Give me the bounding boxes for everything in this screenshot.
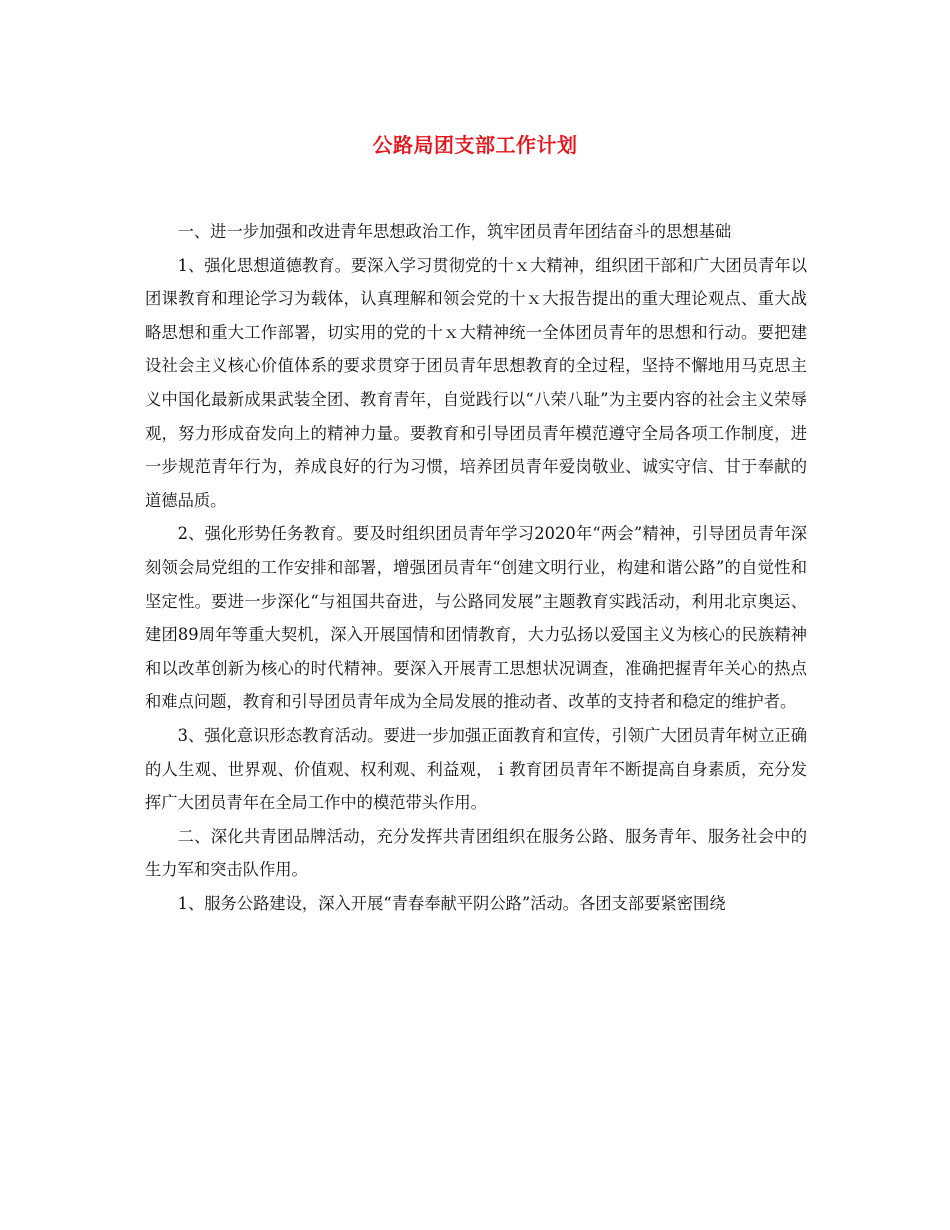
paragraph-1-1: 1、强化思想道德教育。要深入学习贯彻党的十ｘ大精神，组织团干部和广大团员青年以团课教育和理论学习为载体，认真理解和领会党的十ｘ大报告提出的重大理论观点、重大战略思想和重大工作部署，切实用的党的十ｘ大精神统一全体团员青年的思想和行动。要把建设社会主义核心价值体系的要求贯穿于团员青年思想教育的全过程，坚持不懈地用马克思主义中国化最新成果武装全团、教育青年，自觉践行以“八荣八耻”为主要内容的社会主义荣辱观，努力形成奋发向上的精神力量。要教育和引导团员青年模范遵守全局各项工作制度，进一步规范青年行为，养成良好的行为习惯，培养团员青年爱岗敬业、诚实守信、甘于奉献的道德品质。 bbox=[145, 255, 807, 510]
document-title: 公路局团支部工作计划 bbox=[372, 133, 578, 157]
section-heading-2: 二、深化共青团品牌活动，充分发挥共青团组织在服务公路、服务青年、服务社会中的生力军和突击队作用。 bbox=[145, 826, 807, 880]
paragraph-1-2: 2、强化形势任务教育。要及时组织团员青年学习2020年“两会”精神，引导团员青年深刻领会局党组的工作安排和部署，增强团员青年“创建文明行业，构建和谐公路”的自觉性和坚定性。要进一步深化“与祖国共奋进，与公路同发展”主题教育实践活动，利用北京奥运、建团89周年等重大契机，深入开展国情和团情教育，大力弘扬以爱国主义为核心的民族精神和以改革创新为核心的时代精神。要深入开展青工思想状况调查，准确把握青年关心的热点和难点问题，教育和引导团员青年成为全局发展的推动者、改革的支持者和稳定的维护者。 bbox=[145, 524, 807, 712]
document-body bbox=[145, 215, 807, 920]
paragraph-1-3: 3、强化意识形态教育活动。要进一步加强正面教育和宣传，引领广大团员青年树立正确的人生观、世界观、价值观、权利观、利益观，ｉ教育团员青年不断提高自身素质，充分发挥广大团员青年在全局工作中的模范带头作用。 bbox=[145, 725, 807, 813]
paragraph-2-1: 1、服务公路建设，深入开展“青春奉献平阴公路”活动。各团支部要紧密围绕 bbox=[177, 893, 726, 913]
section-heading-1: 一、进一步加强和改进青年思想政治工作，筑牢团员青年团结奋斗的思想基础 bbox=[177, 222, 732, 241]
